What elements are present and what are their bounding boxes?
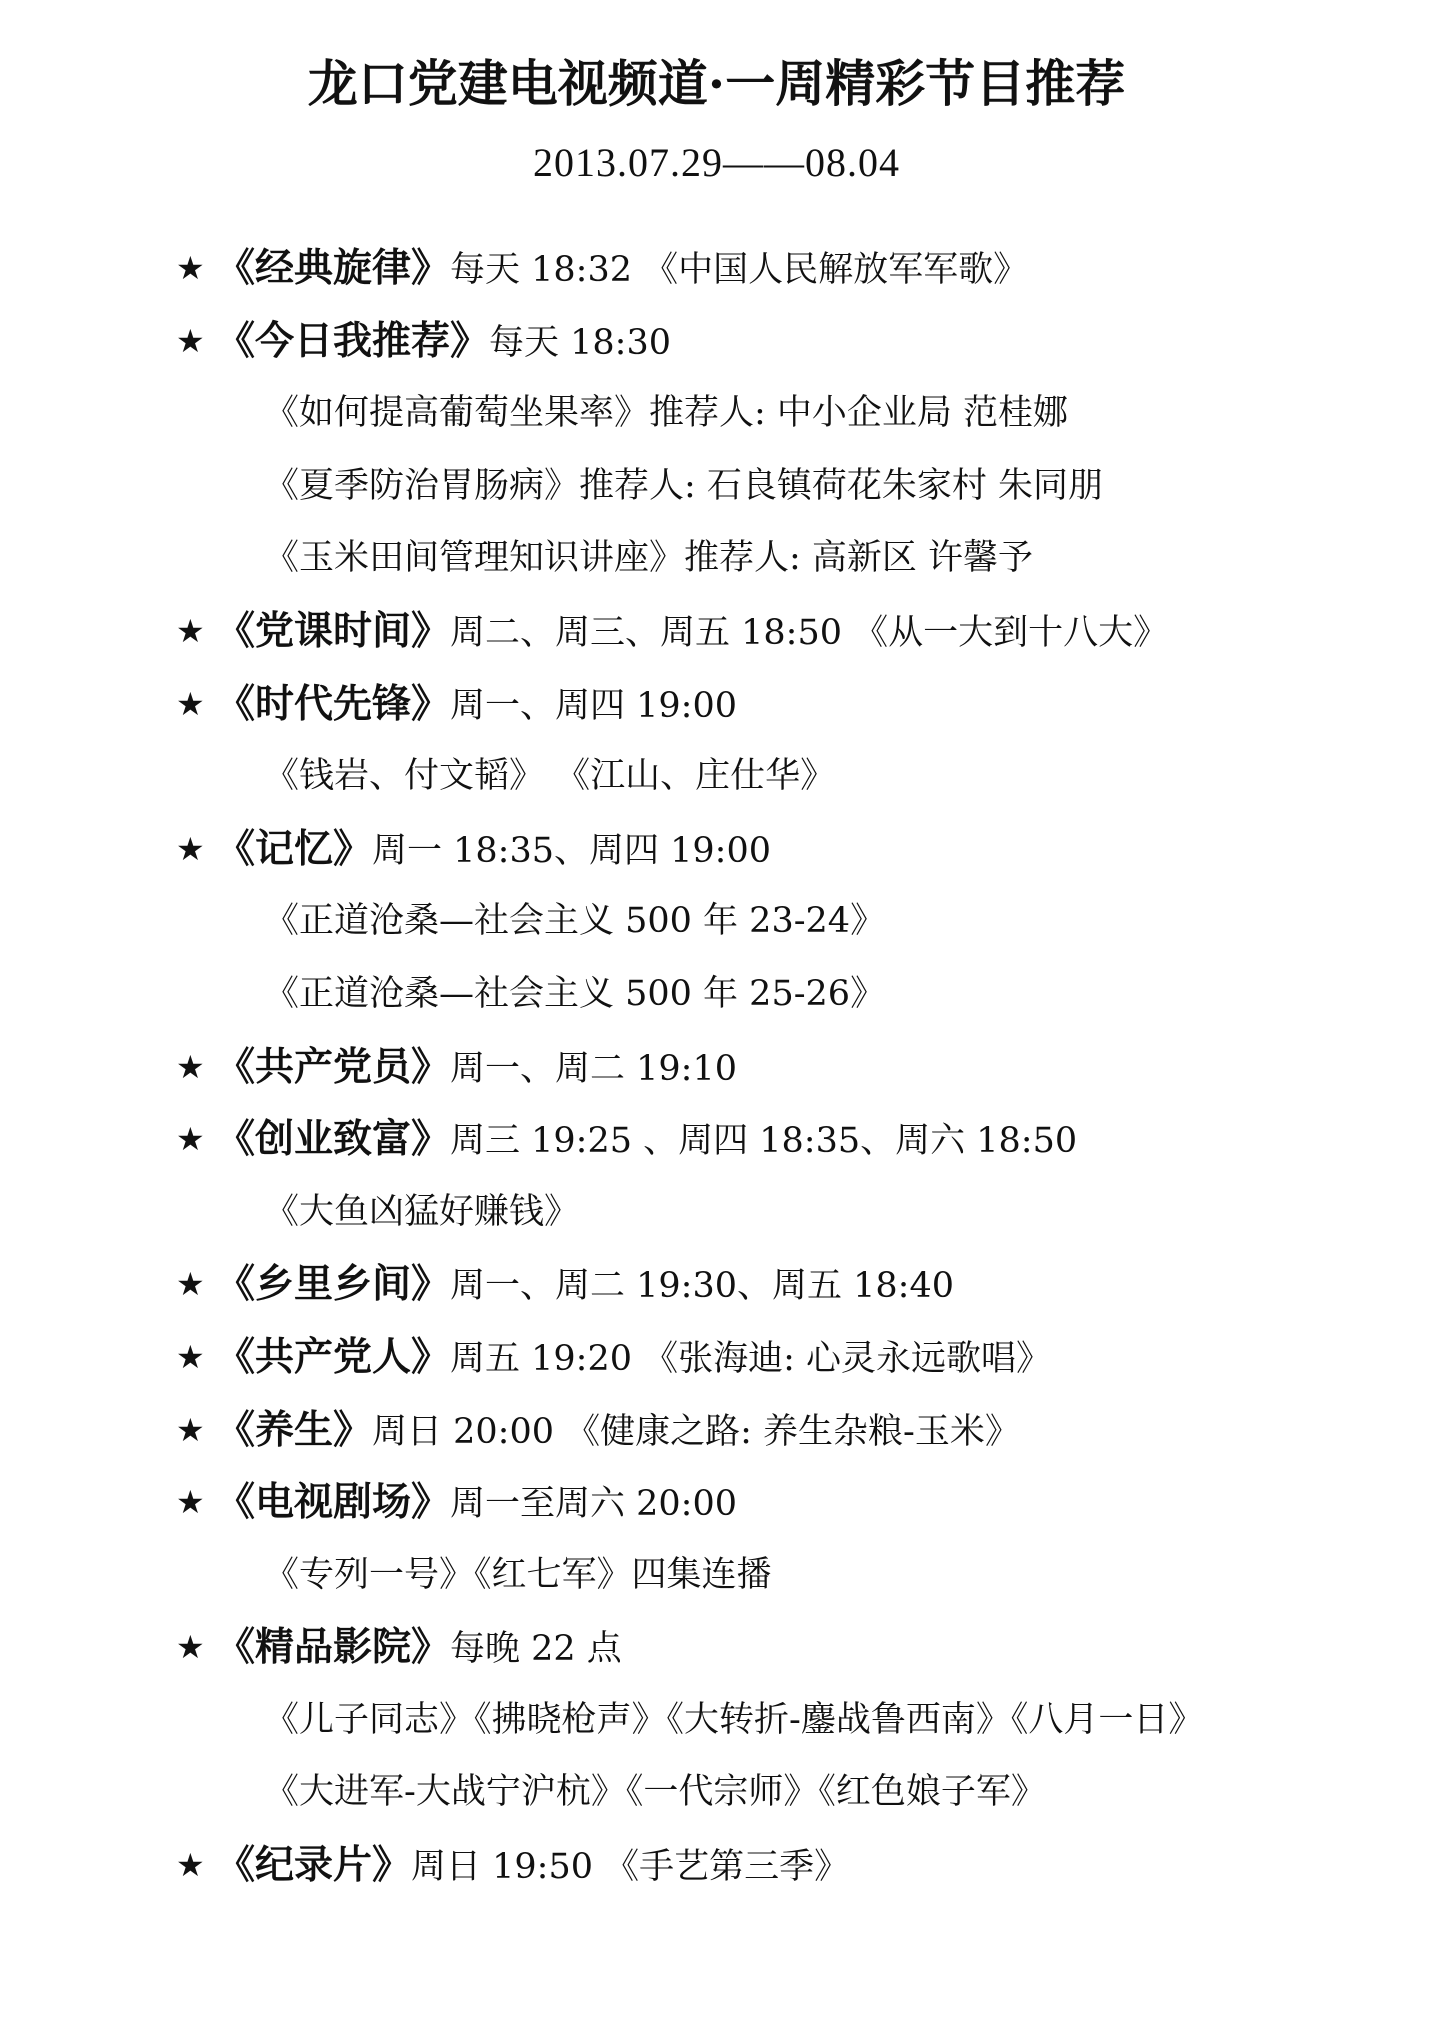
program-name: 《记忆》 (216, 825, 373, 872)
program-episode: 《正道沧桑—社会主义 500 年 25-26》 (264, 973, 886, 1014)
program-name: 《养生》 (216, 1406, 373, 1453)
star-icon: ★ (176, 321, 205, 360)
program-item (176, 305, 1356, 378)
star-icon: ★ (176, 1047, 205, 1086)
program-schedule: 周一、周四 19:00 (450, 685, 738, 726)
program-item (176, 813, 1356, 886)
program-name: 《共产党员》 (216, 1043, 451, 1090)
program-episode: 《正道沧桑—社会主义 500 年 23-24》 (264, 901, 886, 942)
date-range: 2013.07.29——08.04 (533, 140, 900, 185)
star-icon: ★ (176, 1410, 205, 1449)
program-name: 《纪录片》 (216, 1842, 412, 1889)
star-icon: ★ (176, 249, 205, 287)
page-title: 龙口党建电视频道·一周精彩节目推荐 (307, 54, 1126, 113)
program-name: 《经典旋律》 (216, 245, 451, 291)
program-list (176, 232, 1356, 1902)
program-schedule: 周一、周二 19:30、周五 18:40 (450, 1266, 954, 1307)
program-item (176, 1611, 1356, 1684)
star-icon: ★ (176, 829, 205, 868)
program-schedule: 周二、周三、周五 18:50 《从一大到十八大》 (450, 612, 1169, 653)
star-icon: ★ (176, 1120, 205, 1159)
program-episode: 《专列一号》《红七军》四集连播 (264, 1554, 772, 1595)
star-icon: ★ (176, 1337, 205, 1376)
program-name: 《今日我推荐》 (216, 317, 490, 364)
star-icon: ★ (176, 611, 205, 650)
program-item (176, 1103, 1356, 1176)
program-item (176, 668, 1356, 741)
program-item (176, 1248, 1356, 1321)
program-schedule: 每天 18:32 《中国人民解放军军歌》 (450, 250, 1029, 290)
program-item (176, 1466, 1356, 1539)
program-name: 《精品影院》 (216, 1624, 451, 1671)
star-icon: ★ (176, 1628, 205, 1667)
program-schedule: 每天 18:30 (489, 322, 672, 363)
program-episode: 《钱岩、付文韬》 《江山、庄仕华》 (264, 756, 836, 797)
program-schedule: 周五 19:20 《张海迪: 心灵永远歌唱》 (450, 1338, 1052, 1379)
program-episode: 《大鱼凶猛好赚钱》 (264, 1191, 580, 1232)
program-schedule: 每晚 22 点 (450, 1629, 622, 1670)
program-episode: 《大进军-大战宁沪杭》《一代宗师》《红色娘子军》 (264, 1772, 1046, 1813)
star-icon: ★ (176, 1483, 205, 1522)
program-item (176, 1394, 1356, 1467)
program-episode: 《玉米田间管理知识讲座》推荐人: 高新区 许馨予 (264, 538, 1034, 579)
program-schedule: 周三 19:25 、周四 18:35、周六 18:50 (450, 1121, 1078, 1162)
program-item (176, 1829, 1356, 1902)
program-episode: 《儿子同志》《拂晓枪声》《大转折-鏖战鲁西南》《八月一日》 (264, 1699, 1204, 1740)
program-schedule: 周日 19:50 《手艺第三季》 (411, 1847, 850, 1888)
program-schedule: 周日 20:00 《健康之路: 养生杂粮-玉米》 (372, 1411, 1020, 1452)
program-name: 《乡里乡间》 (216, 1261, 451, 1308)
program-item (176, 595, 1356, 668)
program-schedule: 周一至周六 20:00 (450, 1484, 738, 1525)
program-name: 《党课时间》 (216, 607, 451, 654)
program-name: 《创业致富》 (216, 1116, 451, 1163)
program-item (176, 1321, 1356, 1394)
program-schedule: 周一 18:35、周四 19:00 (372, 830, 771, 871)
program-item (176, 232, 1356, 305)
program-name: 《电视剧场》 (216, 1479, 451, 1526)
program-schedule: 周一、周二 19:10 (450, 1048, 738, 1089)
program-episode: 《夏季防治胃肠病》推荐人: 石良镇荷花朱家村 朱同朋 (264, 465, 1104, 506)
program-item (176, 1031, 1356, 1104)
program-name: 《共产党人》 (216, 1333, 451, 1380)
star-icon: ★ (176, 684, 205, 723)
program-episode: 《如何提高葡萄坐果率》推荐人: 中小企业局 范桂娜 (264, 393, 1069, 434)
program-name: 《时代先锋》 (216, 680, 451, 727)
star-icon: ★ (176, 1265, 205, 1304)
star-icon: ★ (176, 1846, 205, 1885)
